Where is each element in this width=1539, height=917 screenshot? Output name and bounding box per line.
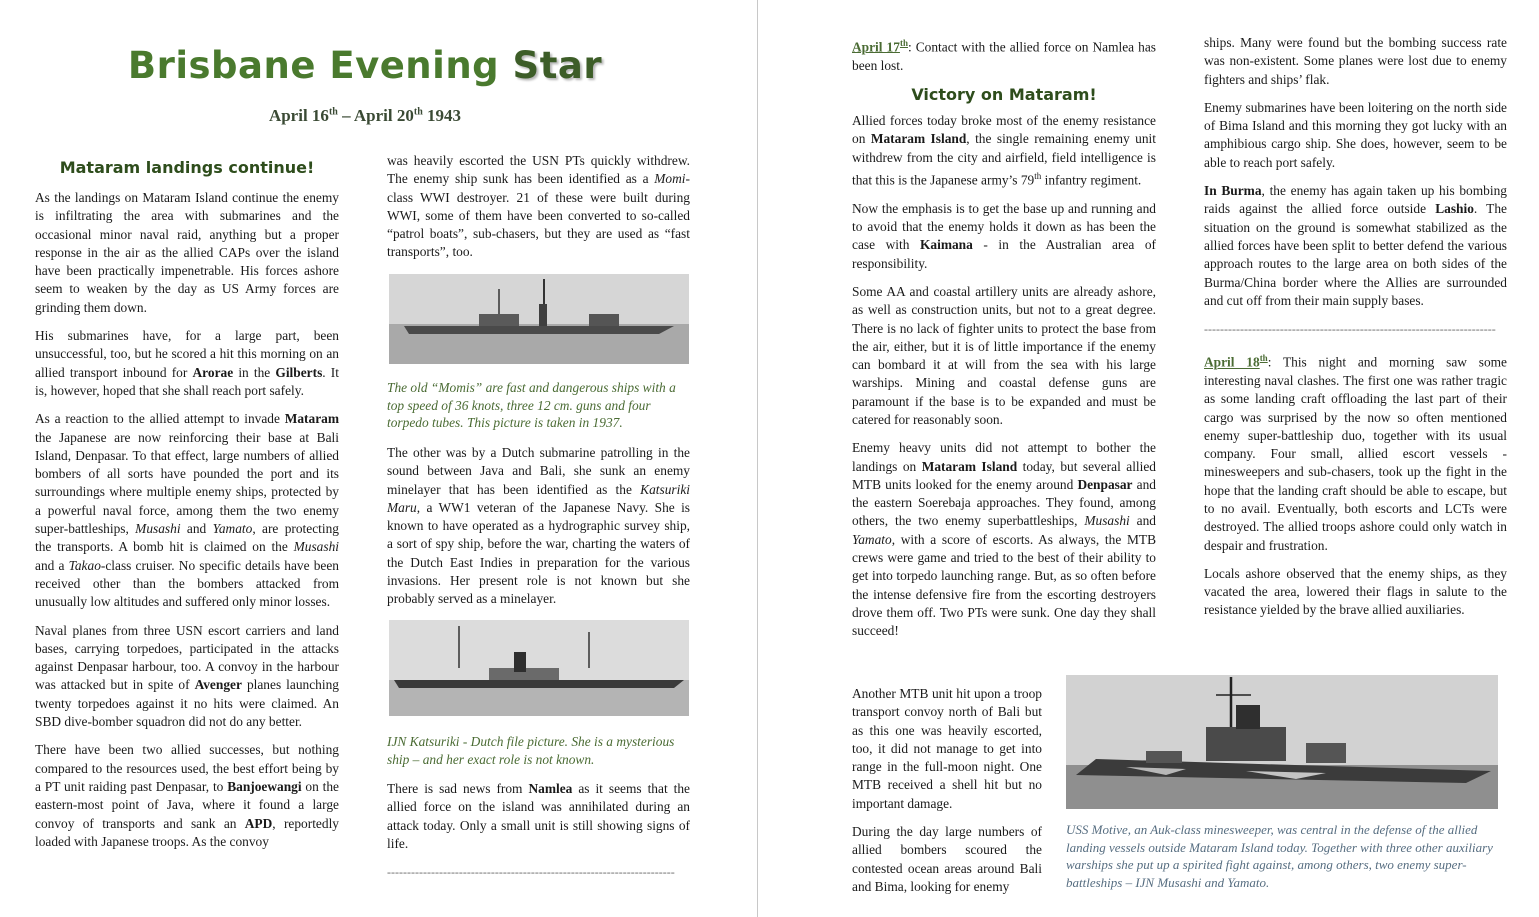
article-paragraph: Now the emphasis is to get the base up and running and to avoid that the enemy holds it down as has been the case with Kaimana - in the Australian area of responsibility. (852, 200, 1156, 271)
article-paragraph: As a reaction to the allied attempt to invade Mataram the Japanese are now reinforcing their base at Bali Island, Denpasar. To that effect, large numbers of allied bombers of all sorts have pounded the port and its surroundings where multiple enemy ships, protected by a powerful naval force, among them the two enemy super-battleships, Musashi and Yamato, are protecting the transports. A bomb hit is claimed on the Musashi and a Takao-class cruiser. No specific details have been received other than the bombers attacked from unusually low altitudes and suffered only minor losses. (35, 411, 339, 610)
article-paragraph: ships. Many were found but the bombing success rate was non-existent. Some planes were lost due to enemy fighters and ships’ flak. (1204, 35, 1507, 87)
article-paragraph: Locals ashore observed that the enemy ships, as they vacated the area, lowered their flags in salute to the resistance yielded by the brave allied auxiliaries. (1204, 565, 1507, 618)
article-paragraph: The other was by a Dutch submarine patrolling in the sound between Java and Bali, she sunk an enemy minelayer that has been identified as the Katsuriki Maru, a WW1 veteran of the Japanese Navy. She is known to have operated as a hydrographic survey ship, a sort of spy ship, before the war, charting the waters of the Dutch East Indies in preparation for the various invasions. Her present role is not known but she probably served as a minelayer. (387, 445, 690, 607)
photo-caption: The old “Momis” are fast and dangerous ships with a top speed of 36 knots, three 12 cm. guns and four torpedo tubes. This picture is taken in 1937. (387, 380, 676, 430)
article-paragraph: As the landings on Mataram Island continue the enemy is infiltrating the area with submarines and the occasional minor naval raid, anything but a proper response in the air as the allied CAPs over the island have been practically impenetrable. His forces ashore seem to weaken by the day as US Army forces are grinding them down. (35, 190, 339, 315)
article-paragraph: There have been two allied successes, but nothing compared to the resources used, the best effort being by a PT unit raiding past Denpasar, to Banjoewangi on the eastern-most point of Java, where it found a large convoy of transports and sank an APD, reportedly loaded with Japanese troops. As the convoy (35, 742, 339, 849)
masthead-title: Brisbane Evening (127, 44, 500, 87)
article-paragraph: In Burma, the enemy has again taken up his bombing raids against the allied force outside Lashio. The situation on the ground is somewhat stabilized as the allied forces have been split to better defend the various approach routes to the large area on both sides of the Burma/China border where the Allies are surrounded and cut off from their main supply bases. (1204, 183, 1507, 308)
middle-column-2 (387, 444, 690, 609)
article-paragraph: Enemy heavy units did not attempt to bother the landings on Mataram Island today, but several allied MTB units looked for the enemy around Denpasar and the eastern Soerebaja approaches. They found, among others, the two enemy superbattleships, Musashi and Yamato, with a score of escorts. As always, the MTB crews were game and tried to the best of their ability to get into torpedo launching range. But, as so often before the intense defensive fire from the escorting destroyers drove them off. Two PTs were sunk. One day they shall succeed! (852, 440, 1157, 639)
dated-entry-apr17: April 17th: Contact with the allied force on Namlea has been lost. (852, 38, 1157, 73)
article-paragraph: Some AA and coastal artillery units are already ashore, as well as construction units, but not to a great degree. There is no lack of fighter units to protect the base from the air, either, but it is of little importance if the enemy can bombard it at will from the sea with his large warships. Mining and coastal defense guns are paramount if the base is to be expanded and must be catered for reasonably soon. (852, 283, 1156, 427)
dated-entry-apr18: April 18th: This night and morning saw some interesting naval clashes. The first one was rather tragic as some landing craft offloading the last part of their cargo was surprised by the now so often mentioned enemy super-battleship duo, together with its usual company. Four small, allied escort vessels - minesweepers and sub-chasers, took up the fight in the hope that the landing craft should be able to escape, but to no avail. Eventually, both escorts and LCTs were destroyed. The allied troops ashore could only watch in despair and frustration. (1204, 353, 1507, 553)
article-paragraph: His submarines have, for a large part, been unsuccessful, too, but he scored a hit this morning on an allied transport inbound for Arorae in the Gilberts. It is, however, hoped that she shall reach port safely. (35, 328, 339, 398)
middle-column-3 (387, 780, 690, 880)
article-paragraph: was heavily escorted the USN PTs quickly withdrew. The enemy ship sunk has been identified as a Momi-class WWI destroyer. 21 of these were built during WWI, some of them have been converted to so-called “patrol boats”, sub-chasers, but they are used as “fast transports”, too. (387, 153, 690, 260)
photo-caption: USS Motive, an Auk-class minesweeper, was central in the defense of the allied landing vessels outside Mataram Island today. Together with three other auxiliary warships she put up a spirited fight against, among others, two enemy super-battleships – IJN Musashi and Yamato. (1066, 822, 1493, 890)
masthead (60, 44, 670, 87)
left-column (35, 158, 339, 851)
section-rule: ------------------------------------------------------------------------ (387, 865, 675, 880)
article-paragraph: Enemy submarines have been loitering on the north side of Bima Island and this morning they got lucky with an amphibious cargo ship. She does, however, seem to be able to reach port safely. (1204, 99, 1507, 170)
ship-photo-motive (1066, 675, 1498, 809)
article-paragraph: There is sad news from Namlea as it seems that the allied force on the island was annihilated during an attack today. Only a small unit is still showing signs of life. (387, 781, 690, 851)
right-column-a-narrow (852, 685, 1042, 896)
masthead-star: Star (512, 44, 603, 87)
dateline: April 16th – April 20th 1943 (268, 106, 462, 125)
right-column-b (1204, 34, 1507, 620)
middle-column (387, 152, 690, 262)
article-paragraph: Naval planes from three USN escort carriers and land bases, carrying torpedoes, participated in the attacks against Denpasar harbour, too. A convoy in the harbour was attacked but in spite of Avenger planes launching twenty torpedoes against it no hits were claimed. An SBD dive-bomber squadron did not do any better. (35, 622, 339, 730)
section-rule: ------------------------------------------------------------------------- (1204, 322, 1496, 337)
page-divider (757, 0, 758, 917)
headline-victory: Victory on Mataram! (911, 85, 1097, 105)
headline-mataram: Mataram landings continue! (59, 158, 315, 177)
article-paragraph: Another MTB unit hit upon a troop transport convoy north of Bali but as this one was heavily escorted, too, it did not manage to get into range in the full-moon night. One MTB received a shell hit but no important damage. (852, 686, 1042, 811)
article-paragraph: During the day large numbers of allied bombers scoured the contested ocean areas around Bali and Bima, looking for enemy (852, 824, 1042, 894)
ship-photo-katsuriki (389, 620, 689, 716)
article-paragraph: Allied forces today broke most of the enemy resistance on Mataram Island, the single remaining enemy unit withdrew from the city and airfield, field intelligence is that this is the Japanese army’s 79th infantry regiment. (852, 113, 1156, 188)
photo-caption: IJN Katsuriki - Dutch file picture. She is a mysterious ship – and her exact role is not known. (387, 734, 675, 767)
ship-photo-momi (389, 274, 689, 364)
right-column-a (852, 34, 1156, 641)
